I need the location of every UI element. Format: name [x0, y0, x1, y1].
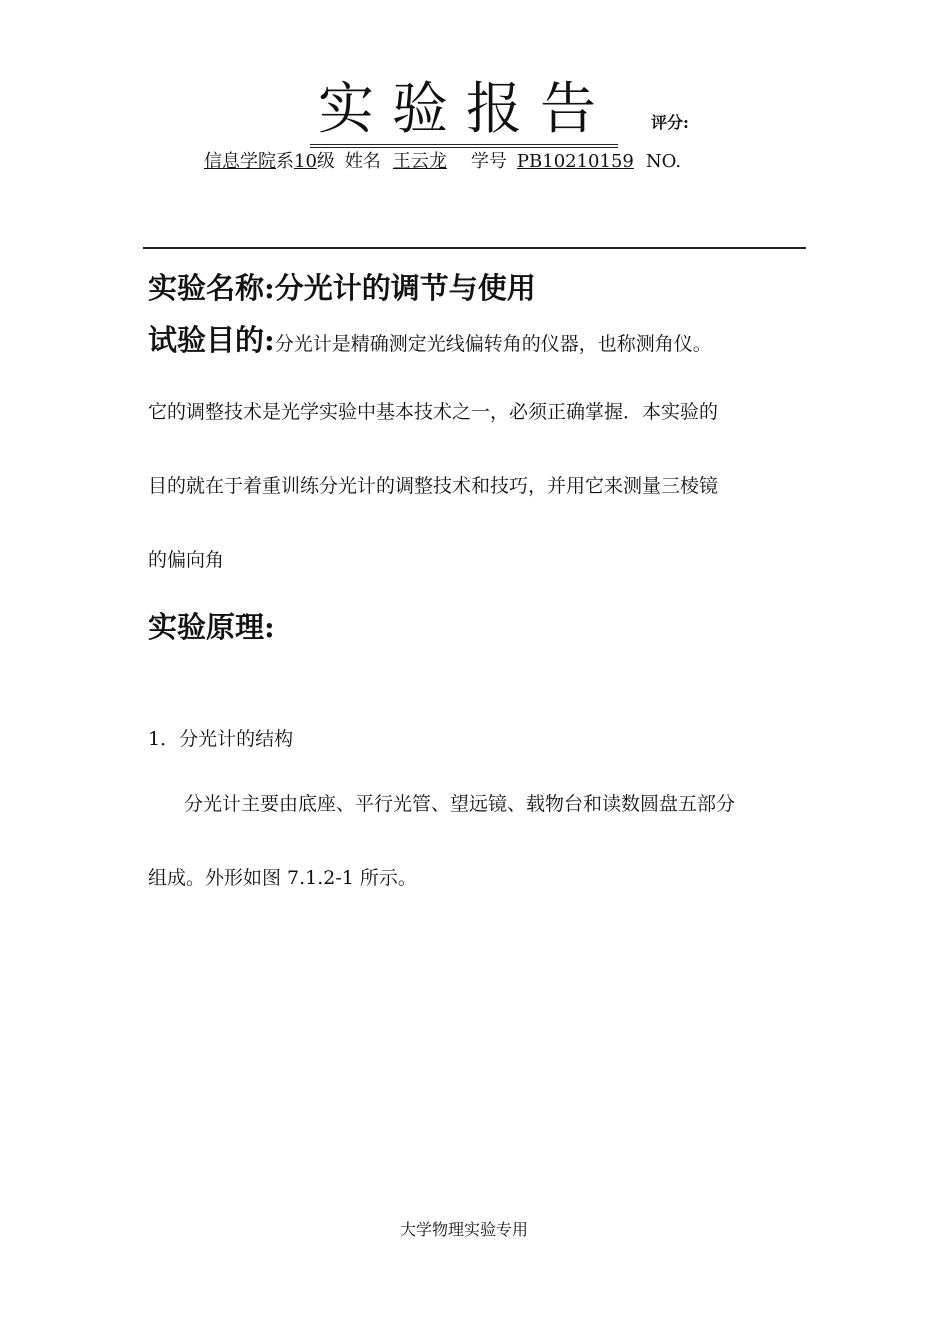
name-label: 姓名: [344, 151, 381, 172]
student-info-line: [204, 147, 681, 173]
no-label: NO.: [645, 151, 682, 172]
principle-heading: 实验原理:: [148, 610, 275, 644]
student-id-label: 学号: [470, 151, 507, 172]
section-1-paragraph-line-2: 组成。外形如图 7.1.2-1 所示。: [148, 867, 417, 889]
section-1-title: 1．分光计的结构: [148, 728, 294, 750]
purpose-line-4: 的偏向角: [148, 549, 225, 571]
purpose-text: 分光计是精确测定光线偏转角的仪器，也称测角仪。: [274, 333, 712, 355]
grade-value: 10: [294, 151, 317, 172]
purpose-label: 试验目的:: [148, 323, 275, 357]
name-value: 王云龙: [392, 151, 447, 172]
experiment-name: 实验名称:分光计的调节与使用: [148, 271, 536, 305]
purpose-line-3: 目的就在于着重训练分光计的调整技术和技巧，并用它来测量三棱镜: [148, 475, 719, 497]
department-value: 信息学院: [204, 151, 276, 172]
student-id-value: PB10210159: [516, 151, 634, 172]
grade-suffix: 级: [316, 151, 335, 172]
header-divider: [143, 247, 806, 249]
score-label: 评分:: [651, 113, 689, 132]
page-footer: 大学物理实验专用: [400, 1220, 529, 1239]
purpose-line-1: [148, 318, 712, 359]
department-suffix: 系: [276, 151, 294, 172]
section-1-paragraph-line-1: 分光计主要由底座、平行光管、望远镜、载物台和读数圆盘五部分: [184, 793, 736, 815]
report-title: 实验报告: [310, 78, 618, 148]
purpose-line-2: 它的调整技术是光学实验中基本技术之一，必须正确掌握．本实验的: [148, 401, 719, 423]
